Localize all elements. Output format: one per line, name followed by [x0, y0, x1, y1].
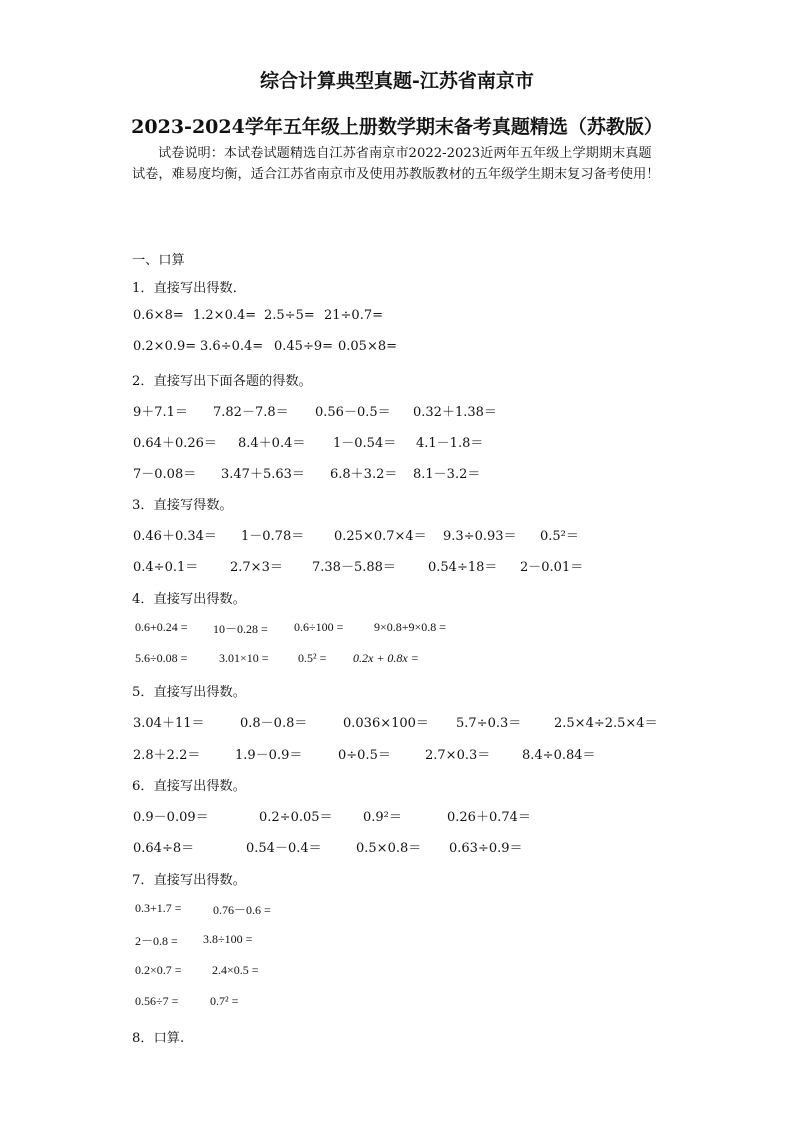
q2-item: 0.32＋1.38＝ — [413, 405, 497, 420]
q6-item: 0.2÷0.05＝ — [259, 810, 333, 825]
q4-item: 10－0.28 = — [213, 622, 268, 636]
q5-item: 1.9－0.9＝ — [235, 748, 303, 763]
q7-item: 0.56÷7 = — [135, 994, 179, 1008]
section-heading: 一、口算 — [132, 253, 185, 268]
q7-item: 3.8÷100 = — [203, 932, 253, 946]
q5-item: 0.8－0.8＝ — [240, 716, 308, 731]
q7-item: 2－0.8 = — [135, 934, 178, 948]
title-line-2: 2023-2024学年五年级上册数学期末备考真题精选（苏教版） — [131, 116, 663, 138]
q2-item: 8.1－3.2＝ — [413, 467, 481, 482]
q4-item: 0.2x + 0.8x = — [353, 651, 419, 665]
question-7-heading: 7．直接写出得数。 — [132, 873, 246, 888]
q3-item: 7.38－5.88＝ — [312, 560, 396, 575]
q5-item: 0÷0.5＝ — [338, 748, 391, 763]
q6-item: 0.26＋0.74＝ — [447, 810, 531, 825]
q1-item: 21÷0.7= — [324, 308, 384, 323]
q4-item: 9×0.8+9×0.8 = — [374, 620, 447, 634]
q3-item: 2.7×3＝ — [230, 560, 283, 575]
question-4-heading: 4．直接写出得数。 — [132, 592, 246, 607]
q3-item: 0.46＋0.34＝ — [133, 529, 217, 544]
q2-item: 1－0.54＝ — [333, 436, 397, 451]
q3-item: 1－0.78＝ — [241, 529, 305, 544]
q1-item: 0.45÷9= — [274, 339, 334, 354]
q1-item: 0.6×8= — [133, 308, 184, 323]
q2-item: 0.64＋0.26＝ — [133, 436, 217, 451]
q5-item: 2.7×0.3＝ — [425, 748, 491, 763]
q5-item: 8.4÷0.84＝ — [522, 748, 596, 763]
q4-item: 0.6÷100 = — [294, 620, 344, 634]
q5-item: 2.5×4÷2.5×4＝ — [554, 716, 658, 731]
q7-item: 0.3+1.7 = — [135, 901, 182, 915]
q2-item: 0.56－0.5＝ — [315, 405, 391, 420]
q2-item: 3.47＋5.63＝ — [221, 467, 305, 482]
q7-item: 0.2×0.7 = — [135, 963, 182, 977]
q3-item: 9.3÷0.93＝ — [443, 529, 517, 544]
q4-item: 5.6÷0.08 = — [135, 651, 188, 665]
q7-item: 2.4×0.5 = — [212, 963, 259, 977]
q2-item: 9＋7.1＝ — [133, 405, 188, 420]
q6-item: 0.63÷0.9＝ — [449, 841, 523, 856]
q2-item: 6.8＋3.2＝ — [330, 467, 398, 482]
q1-item: 0.05×8= — [338, 339, 398, 354]
q4-item: 3.01×10 = — [219, 651, 269, 665]
intro-paragraph: 试卷说明：本试卷试题精选自江苏省南京市2022-2023近两年五年级上学期期末真题试卷，难易度均衡，适合江苏省南京市及使用苏教版教材的五年级学生期末复习备考使用！ — [132, 146, 660, 182]
q2-item: 7.82－7.8＝ — [213, 405, 289, 420]
q6-item: 0.54－0.4＝ — [246, 841, 322, 856]
q6-item: 0.9²＝ — [363, 810, 402, 825]
title-line-1: 综合计算典型真题-江苏省南京市 — [260, 70, 534, 92]
q3-item: 0.5²＝ — [540, 529, 579, 544]
q6-item: 0.64÷8＝ — [133, 841, 195, 856]
q6-item: 0.5×0.8＝ — [356, 841, 422, 856]
q5-item: 3.04＋11＝ — [133, 716, 205, 731]
q5-item: 0.036×100＝ — [343, 716, 429, 731]
q1-item: 0.2×0.9= — [133, 339, 197, 354]
q7-item: 0.76－0.6 = — [213, 903, 271, 917]
q1-item: 2.5÷5= — [264, 308, 315, 323]
q1-item: 3.6÷0.4= — [200, 339, 264, 354]
q5-item: 5.7÷0.3＝ — [456, 716, 522, 731]
q7-item: 0.7² = — [210, 994, 239, 1008]
q2-item: 7－0.08＝ — [133, 467, 197, 482]
q1-item: 1.2×0.4= — [193, 308, 257, 323]
question-6-heading: 6．直接写出得数。 — [132, 779, 246, 794]
question-5-heading: 5．直接写出得数。 — [132, 685, 246, 700]
q3-item: 0.54÷18＝ — [428, 560, 498, 575]
q4-item: 0.5² = — [298, 651, 327, 665]
q3-item: 2－0.01＝ — [520, 560, 584, 575]
question-2-heading: 2．直接写出下面各题的得数。 — [132, 374, 312, 389]
q3-item: 0.25×0.7×4＝ — [334, 529, 427, 544]
q6-item: 0.9－0.09＝ — [133, 810, 209, 825]
question-8-heading: 8．口算. — [132, 1031, 185, 1046]
question-3-heading: 3．直接写得数。 — [132, 498, 233, 513]
q4-item: 0.6+0.24 = — [135, 620, 188, 634]
q5-item: 2.8＋2.2＝ — [133, 748, 201, 763]
q3-item: 0.4÷0.1＝ — [133, 560, 199, 575]
question-1-heading: 1．直接写出得数． — [132, 281, 246, 296]
q2-item: 4.1－1.8＝ — [416, 436, 484, 451]
q2-item: 8.4＋0.4＝ — [238, 436, 306, 451]
